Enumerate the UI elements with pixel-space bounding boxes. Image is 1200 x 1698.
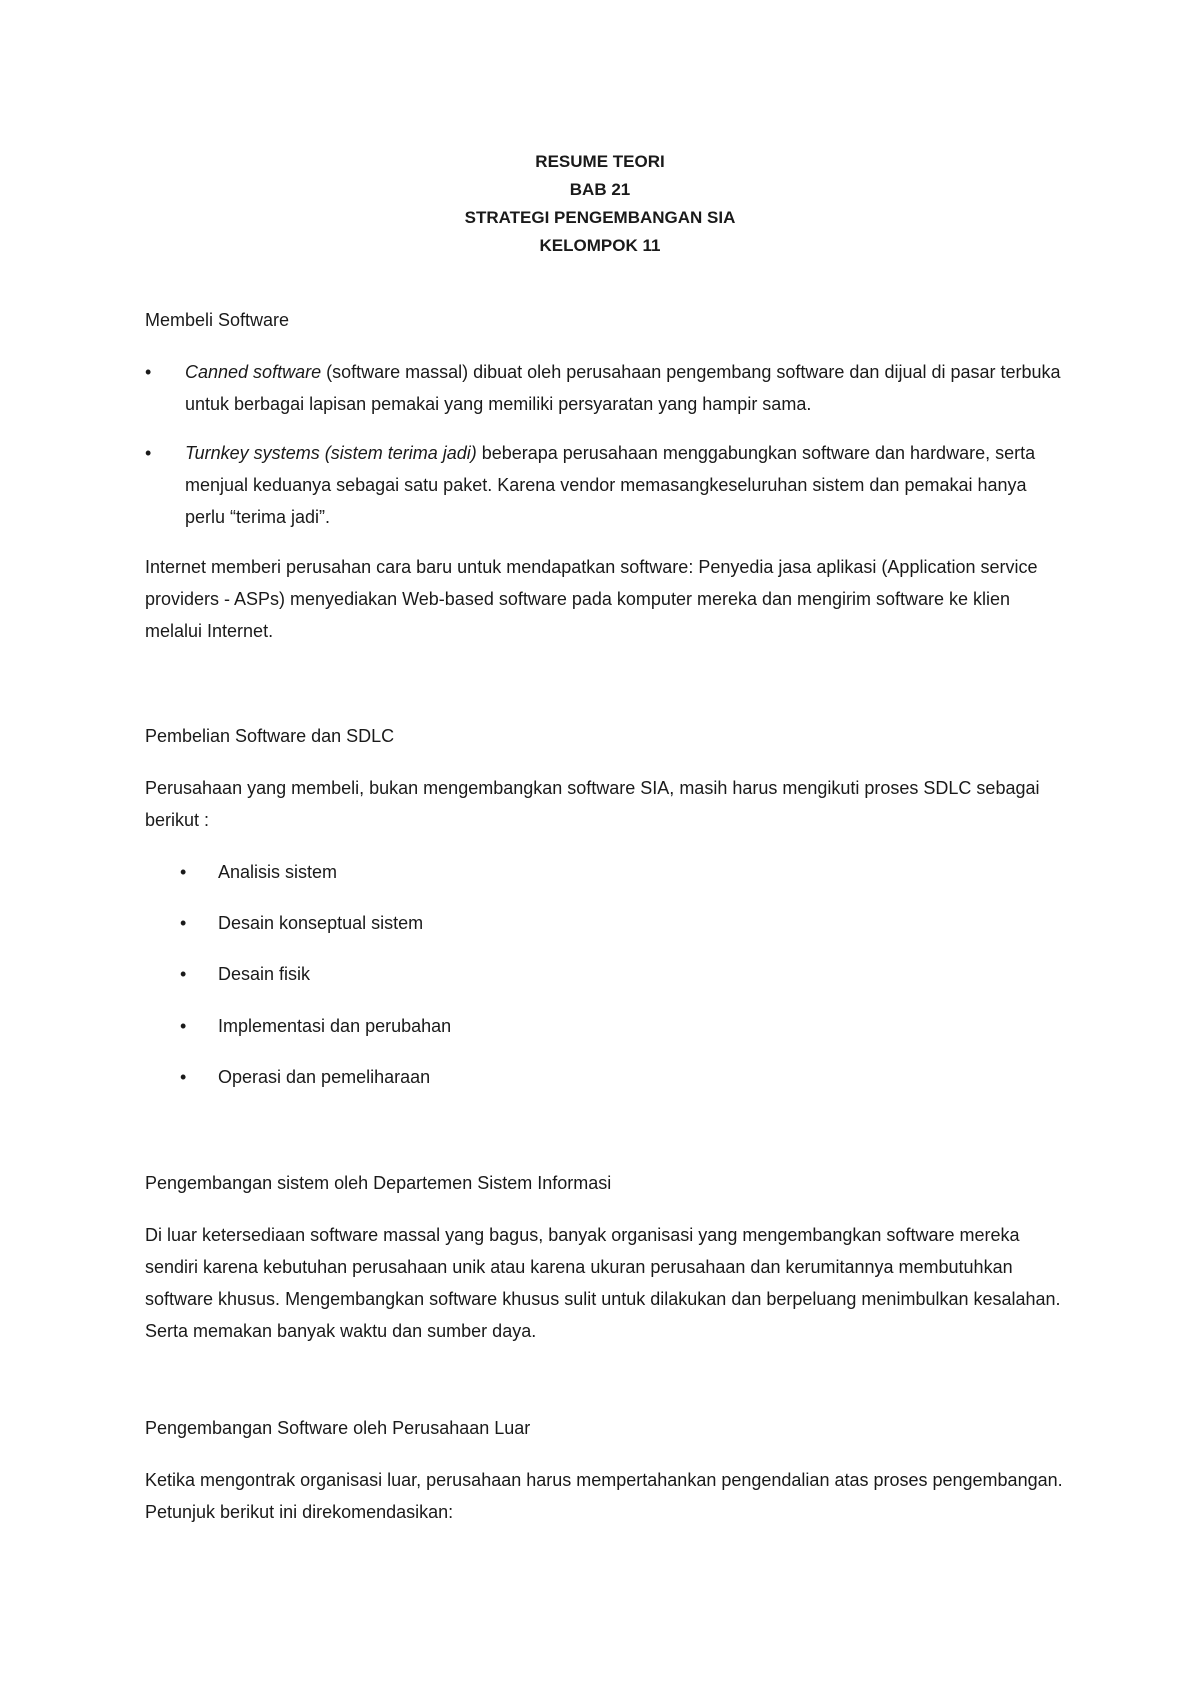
bullet-text: Operasi dan pemeliharaan [218,1067,431,1087]
bullet-icon: • [180,964,187,984]
bullet-rest: (software massal) dibuat oleh perusahaan pengembang software dan dijual di pasar terbuka untuk berbagai lapisan pemakai yang memiliki persyaratan yang hampir sama. [185,362,1061,414]
title-line-2: BAB 21 [569,180,631,199]
bullet-text: Desain konseptual sistem [218,913,424,933]
bullet-icon: • [180,913,187,933]
list-item [145,437,1065,533]
bullet-icon: • [180,862,187,882]
bullet-text: Desain fisik [218,964,311,984]
section-heading-pengembangan-sistem: Pengembangan sistem oleh Departemen Sistem Informasi [145,1173,612,1193]
paragraph: Perusahaan yang membeli, bukan mengembangkan software SIA, masih harus mengikuti proses SDLC sebagai berikut : [145,778,1040,830]
paragraph: Ketika mengontrak organisasi luar, perusahaan harus mempertahankan pengendalian atas proses pengembangan. Petunjuk berikut ini direkomendasikan: [145,1470,1063,1522]
paragraph: Internet memberi perusahan cara baru untuk mendapatkan software: Penyedia jasa aplikasi (Application service providers - ASPs) menyediakan Web-based software pada komputer mereka dan mengirim software ke klien melalui Internet. [145,557,1038,641]
bullet-lead: Turnkey systems (sistem terima jadi) [185,443,477,463]
paragraph: Di luar ketersediaan software massal yang bagus, banyak organisasi yang mengembangkan software mereka sendiri karena kebutuhan perusahaan unik atau karena ukuran perusahaan dan kerumitannya membutuhkan software khusus. Mengembangkan software khusus sulit untuk dilakukan dan berpeluang menimbulkan kesalahan. Serta memakan banyak waktu dan sumber daya. [145,1225,1061,1341]
bullet-rest: beberapa perusahaan menggabungkan software dan hardware, serta menjual keduanya sebagai satu paket. Karena vendor memasangkeseluruhan sistem dan pemakai hanya perlu “terima jadi”. [185,443,1036,527]
title-line-4: KELOMPOK 11 [539,236,661,255]
title-block [0,148,1200,260]
bullet-text [185,356,1065,420]
bullet-lead: Canned software [185,362,322,382]
section-heading-pembelian-software: Pembelian Software dan SDLC [145,726,395,746]
bullet-icon: • [180,1016,187,1036]
bullet-icon: • [145,362,152,382]
section-heading-membeli-software: Membeli Software [145,310,290,330]
bullet-icon: • [145,443,152,463]
title-line-3: STRATEGI PENGEMBANGAN SIA [464,208,736,227]
title-line-1: RESUME TEORI [535,152,665,171]
list-item [145,356,1065,420]
bullet-text: Implementasi dan perubahan [218,1016,452,1036]
bullet-text [185,437,1065,533]
section-heading-pengembangan-luar: Pengembangan Software oleh Perusahaan Luar [145,1418,531,1438]
bullet-icon: • [180,1067,187,1087]
bullet-text: Analisis sistem [218,862,338,882]
